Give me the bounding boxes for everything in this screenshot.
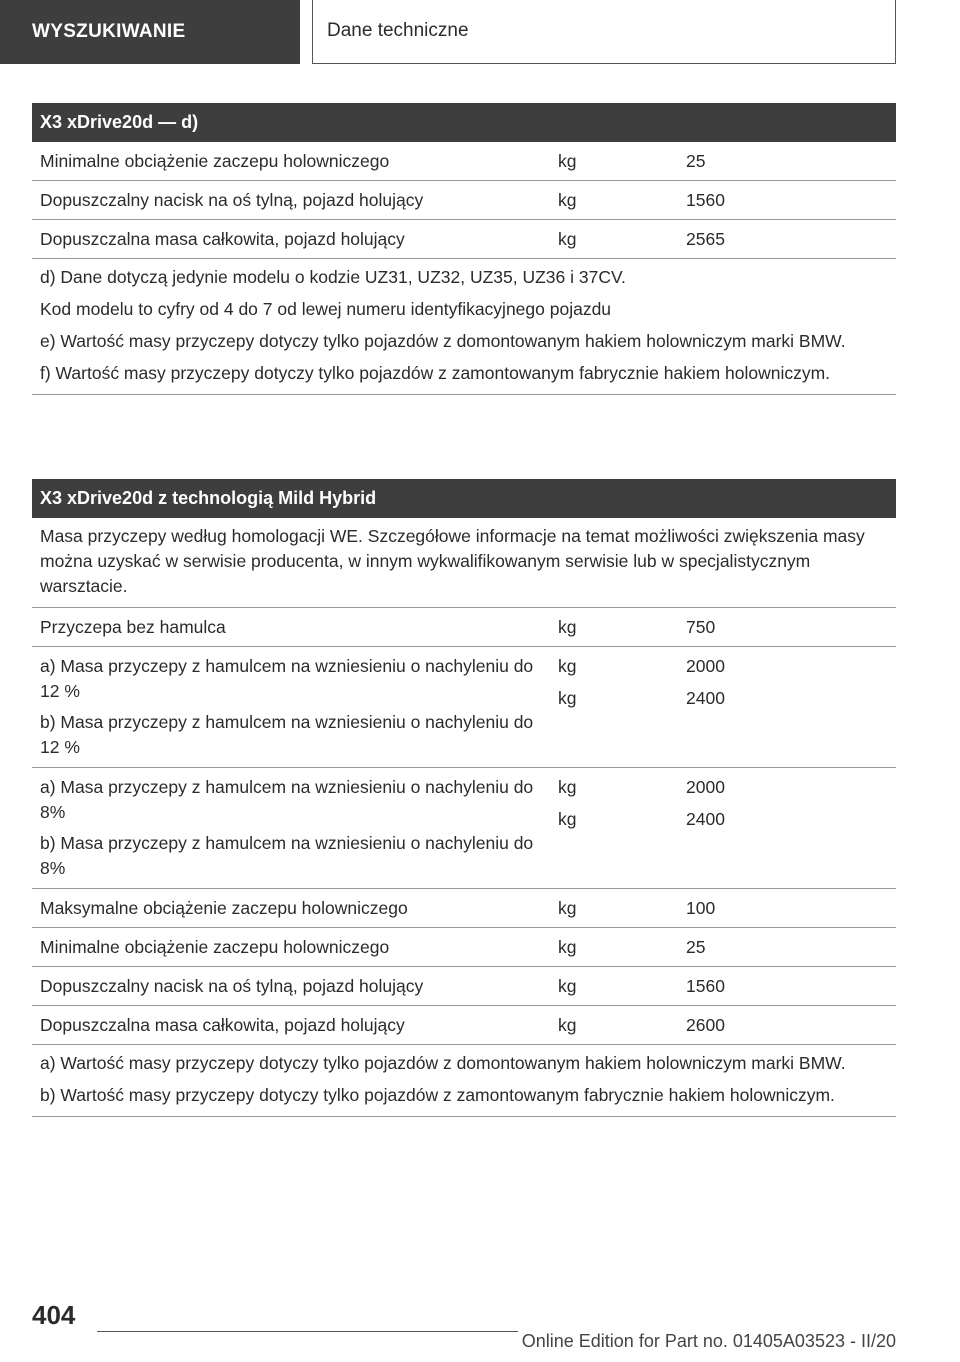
row-unit: kg <box>558 617 577 637</box>
row-label: Maksymalne obciążenie zaczepu holowniczego <box>40 898 408 918</box>
table-intro <box>32 518 896 608</box>
search-tab[interactable]: WYSZUKIWANIE <box>0 0 300 64</box>
row-value-b: 2400 <box>686 688 725 708</box>
row-unit-b: kg <box>558 809 577 829</box>
row-value-b: 2400 <box>686 809 725 829</box>
row-value-a: 2000 <box>686 777 725 797</box>
table-row <box>32 181 896 220</box>
footnote: Kod modelu to cyfry od 4 do 7 od lewej numeru identyfikacyjnego pojazdu <box>40 299 612 319</box>
table-row <box>32 1006 896 1045</box>
footnotes <box>32 259 896 395</box>
row-unit: kg <box>558 190 577 210</box>
row-label-a: a) Masa przyczepy z hamulcem na wzniesieniu o nachyleniu do 8% <box>40 777 534 822</box>
row-label <box>32 768 548 888</box>
intro-text: Masa przyczepy według homologacji WE. Szczegółowe informacje na temat możliwości zwiększenia masy można uzyskać w serwisie producenta, w innym wykwalifikowanym serwisie lub w specjalistycznym warsztacie. <box>40 526 865 596</box>
table-row <box>32 928 896 967</box>
edition-label: Online Edition for Part no. 01405A03523 - II/20 <box>518 1331 896 1352</box>
spec-table-mild-hybrid <box>32 479 896 1117</box>
footnote: b) Wartość masy przyczepy dotyczy tylko pojazdów z zamontowanym fabrycznie hakiem holowniczym. <box>40 1085 835 1105</box>
table-row <box>32 889 896 928</box>
row-label: Przyczepa bez hamulca <box>40 617 226 637</box>
row-label-b: b) Masa przyczepy z hamulcem na wzniesieniu o nachyleniu do 8% <box>40 833 534 878</box>
row-unit: kg <box>558 898 577 918</box>
table-row <box>32 647 896 768</box>
row-unit <box>548 647 678 767</box>
table-title: X3 xDrive20d — d) <box>32 103 896 142</box>
row-label <box>32 647 548 767</box>
row-unit-a: kg <box>558 656 577 676</box>
row-label: Dopuszczalny nacisk na oś tylną, pojazd holujący <box>40 190 424 210</box>
table-row <box>32 142 896 181</box>
row-unit-b: kg <box>558 688 577 708</box>
row-unit: kg <box>558 937 577 957</box>
row-label: Dopuszczalna masa całkowita, pojazd holujący <box>40 1015 405 1035</box>
row-unit <box>548 768 678 888</box>
row-value: 1560 <box>686 976 725 996</box>
row-value: 100 <box>686 898 716 918</box>
row-value-a: 2000 <box>686 656 725 676</box>
row-label: Dopuszczalny nacisk na oś tylną, pojazd holujący <box>40 976 424 996</box>
footnote: f) Wartość masy przyczepy dotyczy tylko pojazdów z zamontowanym fabrycznie hakiem holowniczym. <box>40 363 831 383</box>
row-label: Minimalne obciążenie zaczepu holowniczego <box>40 937 390 957</box>
footnote: d) Dane dotyczą jedynie modelu o kodzie UZ31, UZ32, UZ35, UZ36 i 37CV. <box>40 267 626 287</box>
table-row <box>32 967 896 1006</box>
row-label-b: b) Masa przyczepy z hamulcem na wzniesieniu o nachyleniu do 12 % <box>40 712 534 757</box>
row-value: 1560 <box>686 190 725 210</box>
row-value <box>678 647 896 767</box>
table-row <box>32 768 896 889</box>
row-unit: kg <box>558 229 577 249</box>
row-value: 2600 <box>686 1015 725 1035</box>
row-value: 750 <box>686 617 716 637</box>
row-value <box>678 768 896 888</box>
table-row <box>32 608 896 647</box>
footnote: a) Wartość masy przyczepy dotyczy tylko pojazdów z domontowanym hakiem holowniczym marki BMW. <box>40 1053 846 1073</box>
row-label: Minimalne obciążenie zaczepu holowniczego <box>40 151 390 171</box>
chapter-title: Dane techniczne <box>312 0 896 64</box>
row-value: 25 <box>686 937 706 957</box>
footnotes <box>32 1045 896 1117</box>
page-number: 404 <box>32 1300 76 1330</box>
row-value: 25 <box>686 151 706 171</box>
table-row <box>32 220 896 259</box>
row-label-a: a) Masa przyczepy z hamulcem na wzniesieniu o nachyleniu do 12 % <box>40 656 534 701</box>
spec-table-xdrive20d <box>32 103 896 395</box>
row-unit: kg <box>558 1015 577 1035</box>
footnote: e) Wartość masy przyczepy dotyczy tylko pojazdów z domontowanym hakiem holowniczym marki BMW. <box>40 331 846 351</box>
row-unit: kg <box>558 151 577 171</box>
row-unit: kg <box>558 976 577 996</box>
row-label: Dopuszczalna masa całkowita, pojazd holujący <box>40 229 405 249</box>
row-unit-a: kg <box>558 777 577 797</box>
table-title: X3 xDrive20d z technologią Mild Hybrid <box>32 479 896 518</box>
row-value: 2565 <box>686 229 725 249</box>
top-bar <box>0 0 960 66</box>
